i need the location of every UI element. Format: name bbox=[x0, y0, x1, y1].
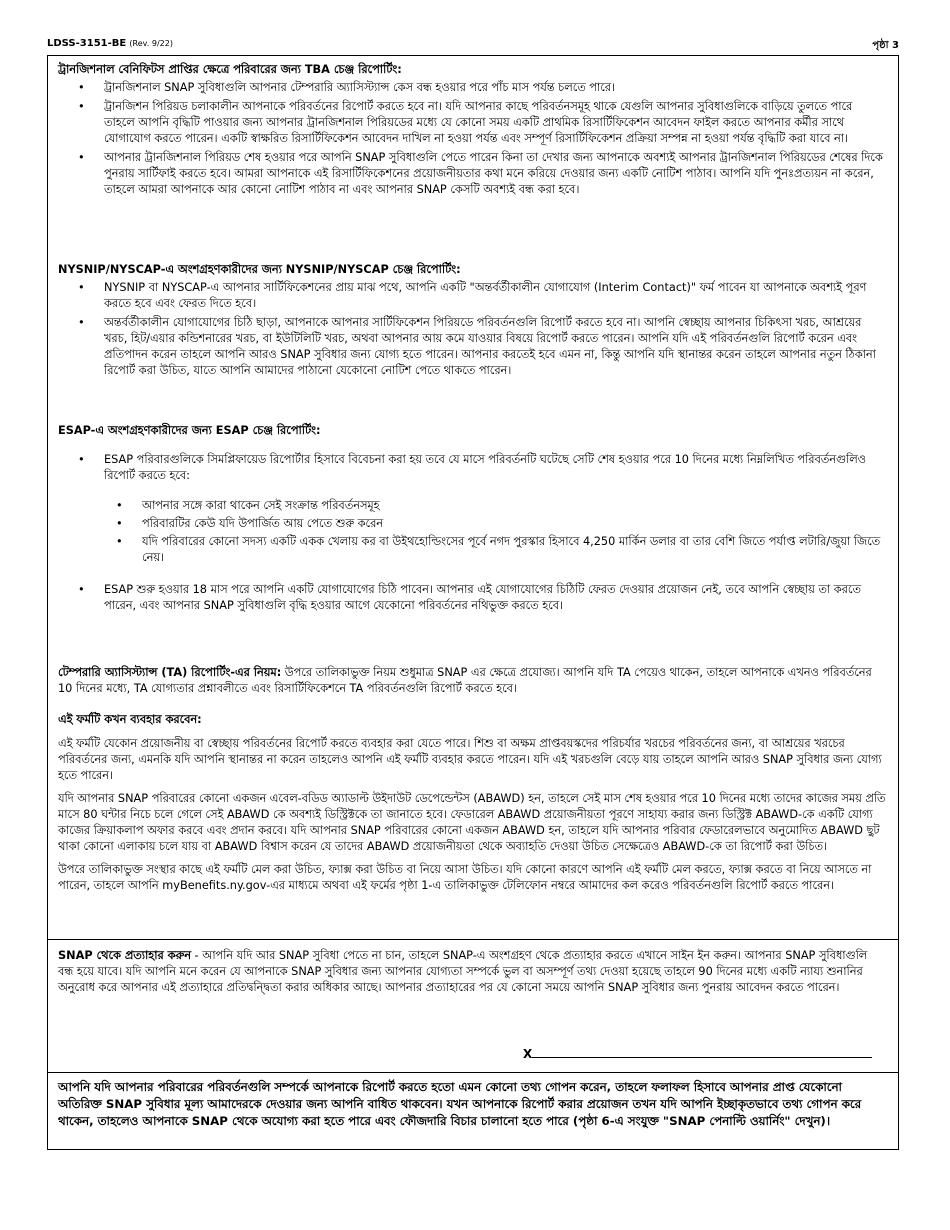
section-divider bbox=[48, 1072, 898, 1073]
tba-bullet: • আপনার ট্রানজিশনাল পিরিয়ড শেষ হওয়ার পরে আপনি SNAP সুবিধাগুলি পেতে পারেন কিনা তা দেখার জন্য আপনাকে অবশ্যই আপনার ট্রানজিশনাল পিরিয়ডের শেষের দিকে পুনরায় সার্টিফাই করতে হবে। আমরা আপনাকে এই রিসার্টিফিকেশনের প্রয়োজনীয়তার কথা মনে করিয়ে দেওয়ার জন্য একটি নোটিশ পাঠাব। আপনি যদি পুনঃপ্রত্যয়ন না করেন, তাহলে আমরা আপনাকে আর কোনো নোটিশ পাঠাব না এবং আপনার SNAP কেসটি অবশ্যই বন্ধ করা হবে। bbox=[58, 150, 886, 198]
esap-heading: ESAP-এ অংশগ্রহণকারীদের জন্য ESAP চেঞ্জ রিপোর্টিং: bbox=[58, 424, 321, 437]
ta-section bbox=[58, 665, 886, 697]
page-number: পৃষ্ঠা 3 bbox=[872, 40, 899, 51]
signature-x-mark: X bbox=[523, 1047, 533, 1061]
ta-text: উপরে তালিকাভুক্ত নিয়ম শুধুমাত্র SNAP এর ক্ষেত্রে প্রযোজ্য। আপনি যদি TA পেয়েও থাকেন, তাহলে আপনাকে এখনও পরিবর্তনের 10 দিনের মধ্যে, TA যোগ্যতার প্রশ্নাবলীতে এবং রিসার্টিফিকেশনে TA পরিবর্তনগুলি রিপোর্ট করতে হবে। bbox=[58, 666, 872, 695]
tba-heading: ট্রানজিশনাল বেনিফিটস প্রাপ্তির ক্ষেত্রে পরিবারের জন্য TBA চেঞ্জ রিপোর্টিং: bbox=[58, 63, 402, 76]
usage-heading: এই ফর্মটি কখন ব্যবহার করবেন: bbox=[58, 713, 202, 726]
tba-bullet: • ট্রানজিশনাল SNAP সুবিধাগুলি আপনার টেম্পরারি অ্যাসিস্ট্যান্স কেস বন্ধ হওয়ার পরে পাঁচ মাস পর্যন্ত চলতে পারে। bbox=[58, 80, 886, 96]
tba-section bbox=[58, 62, 886, 201]
withdraw-text: - আপনি যদি আর SNAP সুবিধা পেতে না চান, তাহলে SNAP-এ অংশগ্রহণ থেকে প্রত্যাহার করতে এখানে সাইন ইন করুন। আপনার SNAP সুবিধাগুলি বন্ধ হয়ে যাবে। যদি আপনি মনে করেন যে আপনাকে SNAP সুবিধার জন্য আপনার যোগ্যতা সম্পর্কে ভুল বা অসম্পূর্ণ তথ্য দেওয়া হয়েছে তাহলে 90 দিনের মধ্যে একটি ন্যায্য শুনানির অনুরোধ করে আপনার এই প্রত্যাহারে প্রতিদ্বন্দ্বিতা করার অধিকার আছে। আপনার প্রত্যাহারের পর যে কোনো সময়ে আপনি SNAP সুবিধার জন্য পুনরায় আবেদন করতে পারেন। bbox=[58, 949, 868, 994]
ta-heading: টেম্পরারি অ্যাসিস্ট্যান্স (TA) রিপোর্টিং-এর নিয়ম: bbox=[58, 666, 282, 679]
signature-field[interactable] bbox=[532, 1047, 872, 1058]
esap-sub-bullet: • যদি পরিবারের কোনো সদস্য একটি একক খেলায় কর বা উইথহোল্ডিংসের পূর্বে নগদ পুরস্কার হিসাবে 4,250 মার্কিন ডলার বা তার বেশি জিতে পর্যাপ্ত লটারি/জুয়া জিতে নেয়। bbox=[58, 534, 886, 566]
nysnip-bullet: • অন্তর্বর্তীকালীন যোগাযোগের চিঠি ছাড়া, আপনাকে আপনার সার্টিফিকেশন পিরিয়ডে পরিবর্তনগুলি রিপোর্ট করতে হবে না। আপনি স্বেচ্ছায় আপনার চিকিৎসা খরচ, আশ্রয়ের খরচ, হিট/এয়ার কন্ডিশনারের খরচ, বা ইউটিলিটি খরচ, অথবা আপনার আয় কমে যাওয়ার বিষয়ে রিপোর্ট করতে পারেন। আপনি যদি এই পরিবর্তনগুলি রিপোর্ট করেন এবং প্রতিপাদন করেন তাহলে আপনি আরও SNAP সুবিধার জন্য যোগ্য হতে পারেন। আপনার করতেই হবে এমন না, কিন্তু আপনি যদি স্থানান্তর করেন তাহলে আপনার নতুন ঠিকানা রিপোর্ট করা উচিত, যাতে আপনি আমাদের পাঠানো যেকোনো নোটিশ পেতে থাকতে পারেন। bbox=[58, 315, 886, 379]
esap-section bbox=[58, 423, 886, 617]
form-revision: (Rev. 9/22) bbox=[129, 39, 173, 48]
tba-bullet: • ট্রানজিশন পিরিয়ড চলাকালীন আপনাকে পরিবর্তনের রিপোর্ট করতে হবে না। যদি আপনার কাছে পরিবর্তনসমূহ থাকে যেগুলি আপনার সুবিধাগুলিকে বাড়িয়ে তুলতে পারে তাহলে আপনি বৃদ্ধিটি পাওয়ার জন্য আপনার ট্রানজিশনাল পিরিয়ডের মধ্যে যে কোনো সময় একটি প্রাথমিক রিসার্টিফিকেশন আবেদন ফাইল করতে আপনার কর্মীর সাথে যোগাযোগ করতে পারেন। একটি স্বাক্ষরিত রিসার্টিফিকেশন আবেদন দাখিল না হওয়া পর্যন্ত এবং সম্পূর্ণ রিসার্টিফিকেশন প্রক্রিয়া সম্পন্ন না হওয়া পর্যন্ত বৃদ্ধিটি করা যাবে না। bbox=[58, 99, 886, 147]
penalty-warning: আপনি যদি আপনার পরিবারের পরিবর্তনগুলি সম্পর্কে আপনাকে রিপোর্ট করতে হতো এমন কোনো তথ্য গোপন করেন, তাহলে ফলাফল হিসাবে আপনার প্রাপ্ত যেকোনো অতিরিক্ত SNAP সুবিধার মূল্য আমাদেরকে দেওয়ার জন্য আপনি বাধিত থাকবেন। যখন আপনাকে রিপোর্ট করার প্রয়োজন তখন যদি আপনি ইচ্ছাকৃতভাবে তথ্য গোপন করে থাকেন, তাহলেও আপনাকে SNAP থেকে অযোগ্য করা হতে পারে এবং ফৌজদারি বিচার চালানো হতে পারে (পৃষ্ঠা 6-এ সংযুক্ত "SNAP পেনাল্টি ওয়ার্নিং" দেখুন)। bbox=[58, 1080, 862, 1128]
section-divider bbox=[48, 939, 898, 940]
esap-bullet: • ESAP পরিবারগুলিকে সিমপ্লিফায়েড রিপোর্টার হিসাবে বিবেচনা করা হয় তবে যে মাসে পরিবর্তনটি ঘটেছে সেটি শেষ হওয়ার পরে 10 দিনের মধ্যে নিম্নলিখিত পরিবর্তনগুলিও রিপোর্ট করতে হবে: bbox=[58, 452, 886, 484]
esap-bullet: • ESAP শুরু হওয়ার 18 মাস পরে আপনি একটি যোগাযোগের চিঠি পাবেন। আপনার এই যোগাযোগের চিঠিটি ফেরত দেওয়ার প্রয়োজন নেই, তবে আপনি স্বেচ্ছায় তা করতে পারেন, এবং আপনার SNAP সুবিধাগুলি বৃদ্ধি হওয়ার আগে যেকোনো পরিবর্তনের নথিভুক্ত করতে হবে। bbox=[58, 582, 886, 614]
page-header bbox=[47, 38, 899, 52]
nysnip-heading: NYSNIP/NYSCAP-এ অংশগ্রহণকারীদের জন্য NYSNIP/NYSCAP চেঞ্জ রিপোর্টিং: bbox=[58, 263, 461, 276]
esap-sub-bullet: • পরিবারটির কেউ যদি উপার্জিত আয় পেতে শুরু করেন bbox=[58, 516, 886, 532]
esap-sub-bullet: • আপনার সঙ্গে কারা থাকেন সেই সংক্রান্ত পরিবর্তনসমূহ bbox=[58, 498, 886, 514]
withdraw-section bbox=[58, 948, 886, 996]
withdraw-signature-line[interactable] bbox=[523, 1047, 878, 1061]
form-frame bbox=[47, 55, 899, 1150]
warning-section bbox=[58, 1079, 886, 1130]
nysnip-section bbox=[58, 262, 886, 382]
nysnip-bullet: • NYSNIP বা NYSCAP-এ আপনার সার্টিফিকেশনের প্রায় মাঝ পথে, আপনি একটি "অন্তর্বর্তীকালীন যোগাযোগ (Interim Contact)" ফর্ম পাবেন যা আপনাকে অবশ্যই পূরণ করতে হবে এবং ফেরত দিতে হবে। bbox=[58, 280, 886, 312]
abawd-paragraph: যদি আপনার SNAP পরিবারের কোনো একজন এবেল-বডিড অ্যাডাল্ট উইদাউট ডেপেন্ডেন্টস (ABAWD) হন, তাহলে সেই মাস শেষ হওয়ার পরে 10 দিনের মধ্যে তাদের কাজের সময় প্রতি মাসে 80 ঘন্টার নিচে চলে গেলে সেই ABAWD কে অবশ্যই ডিস্ট্রিক্টকে তা জানাতে হবে। ফেডারেল ABAWD প্রয়োজনীয়তা পূরণে সাহায্য করার জন্য ডিস্ট্রিক্ট ABAWD-কে একটি যোগ্য কাজের ক্রিয়াকলাপ অফার করবে এবং প্রদান করবে। যদি আপনার SNAP পরিবারের কোনো একজন ABAWD হন, তাহলে যদি আপনার পরিবার ফেডারেলভাবে অনুমোদিত ABAWD ছুট থাকা কোনো এলাকায় চলে যায় বা ABAWD বিশ্বাস করেন যে তাদের ABAWD প্রয়োজনীয়তা থেকে অব্যাহতি দেওয়া উচিত সেক্ষেত্রেও ABAWD-কে তা রিপোর্ট করা উচিত। bbox=[58, 792, 886, 853]
submit-paragraph: উপরে তালিকাভুক্ত সংস্থার কাছে এই ফর্মটি মেল করা উচিত, ফ্যাক্স করা উচিত বা নিয়ে আসা উচিত। যদি কোনো কারণে আপনি এই ফর্মটি মেল করতে, ফ্যাক্স করতে বা নিয়ে আসতে না পারেন, তাহলে আপনি myBenefits.ny.gov-এর মাধ্যমে অথবা এই ফর্মের পৃষ্ঠা 1-এ তালিকাভুক্ত টেলিফোন নম্বরে আমাদের কল করেও পরিবর্তনগুলি রিপোর্ট করতে পারেন। bbox=[58, 863, 872, 892]
form-number: LDSS-3151-BE bbox=[47, 38, 127, 49]
withdraw-heading: SNAP থেকে প্রত্যাহার করুন bbox=[58, 949, 191, 962]
usage-section bbox=[58, 712, 886, 894]
usage-paragraph: এই ফর্মটি যেকোন প্রয়োজনীয় বা স্বেচ্ছায় পরিবর্তনের রিপোর্ট করতে ব্যবহার করা যেতে পারে। শিশু বা অক্ষম প্রাপ্তবয়স্কদের পরিচর্যার খরচের পরিবর্তনের জন্য, বা আশ্রয়ের খরচের পরিবর্তনের জন্য, এমনকি যদি আপনি স্থানান্তর না করেন তাহলেও আপনি এই ফর্মটি ব্যবহার করতে পারেন। যদি এই খরচগুলি বেড়ে যায় তাহলে আপনি আরও SNAP সুবিধার জন্য যোগ্য হতে পারেন। bbox=[58, 737, 882, 782]
